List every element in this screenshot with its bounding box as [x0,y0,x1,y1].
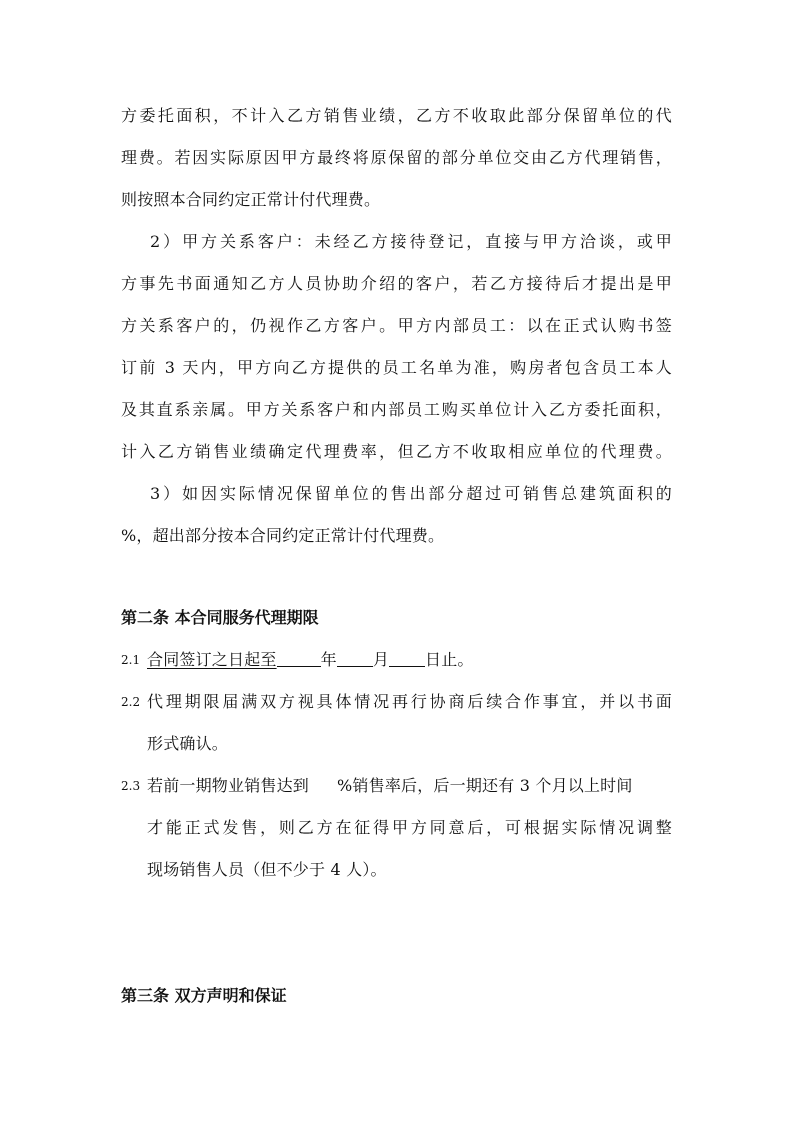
clause-line: 代理期限届满双方视具体情况再行协商后续合作事宜，并以书面 [147,692,672,711]
clause-line: 形式确认。 [147,734,229,753]
clause-prefix: 合同签订之日起至 [147,650,277,669]
clause-number: 2.2 [121,695,141,709]
clause-line: 现场销售人员（但不少于 4 人）。 [147,860,387,879]
clause-number: 2.3 [121,779,141,793]
blank-field-year[interactable] [277,650,321,667]
paragraph-line: 订前 3 天内，甲方向乙方提供的员工名单为准，购房者包含员工本人 [121,358,672,377]
clause-text [147,650,474,670]
paragraph-line: 方委托面积，不计入乙方销售业绩，乙方不收取此部分保留单位的代 [121,106,672,125]
paragraph-line: 3）如因实际情况保留单位的售出部分超过可销售总建筑面积的 [150,484,672,503]
day-label: 日止。 [425,650,474,669]
blank-field-month[interactable] [337,650,373,667]
clause-line-part: %销售率后，后一期还有 3 个月以上时间 [337,776,633,795]
year-label: 年 [320,650,337,669]
paragraph-line: 及其直系亲属。甲方关系客户和内部员工购买单位计入乙方委托面积， [121,400,672,419]
clause-line [147,776,633,796]
paragraph-line: 方事先书面通知乙方人员协助介绍的客户，若乙方接待后才提出是甲 [121,274,672,293]
paragraph-line: 计入乙方销售业绩确定代理费率，但乙方不收取相应单位的代理费。 [121,442,672,461]
blank-field-day[interactable] [389,650,425,667]
paragraph-line: 则按照本合同约定正常计付代理费。 [121,190,381,209]
paragraph-line: 2）甲方关系客户：未经乙方接待登记，直接与甲方洽谈，或甲 [150,232,672,251]
article-heading: 第三条 双方声明和保证 [121,986,287,1005]
clause-line-part: 若前一期物业销售达到 [147,776,310,795]
paragraph-line: %，超出部分按本合同约定正常计付代理费。 [121,526,445,545]
paragraph-line: 理费。若因实际原因甲方最终将原保留的部分单位交由乙方代理销售， [121,148,672,167]
clause-line: 才能正式发售，则乙方在征得甲方同意后，可根据实际情况调整 [147,818,672,837]
article-heading: 第二条 本合同服务代理期限 [121,608,319,627]
paragraph-line: 方关系客户的，仍视作乙方客户。甲方内部员工：以在正式认购书签 [121,316,672,335]
month-label: 月 [372,650,390,669]
clause-number: 2.1 [121,653,141,667]
